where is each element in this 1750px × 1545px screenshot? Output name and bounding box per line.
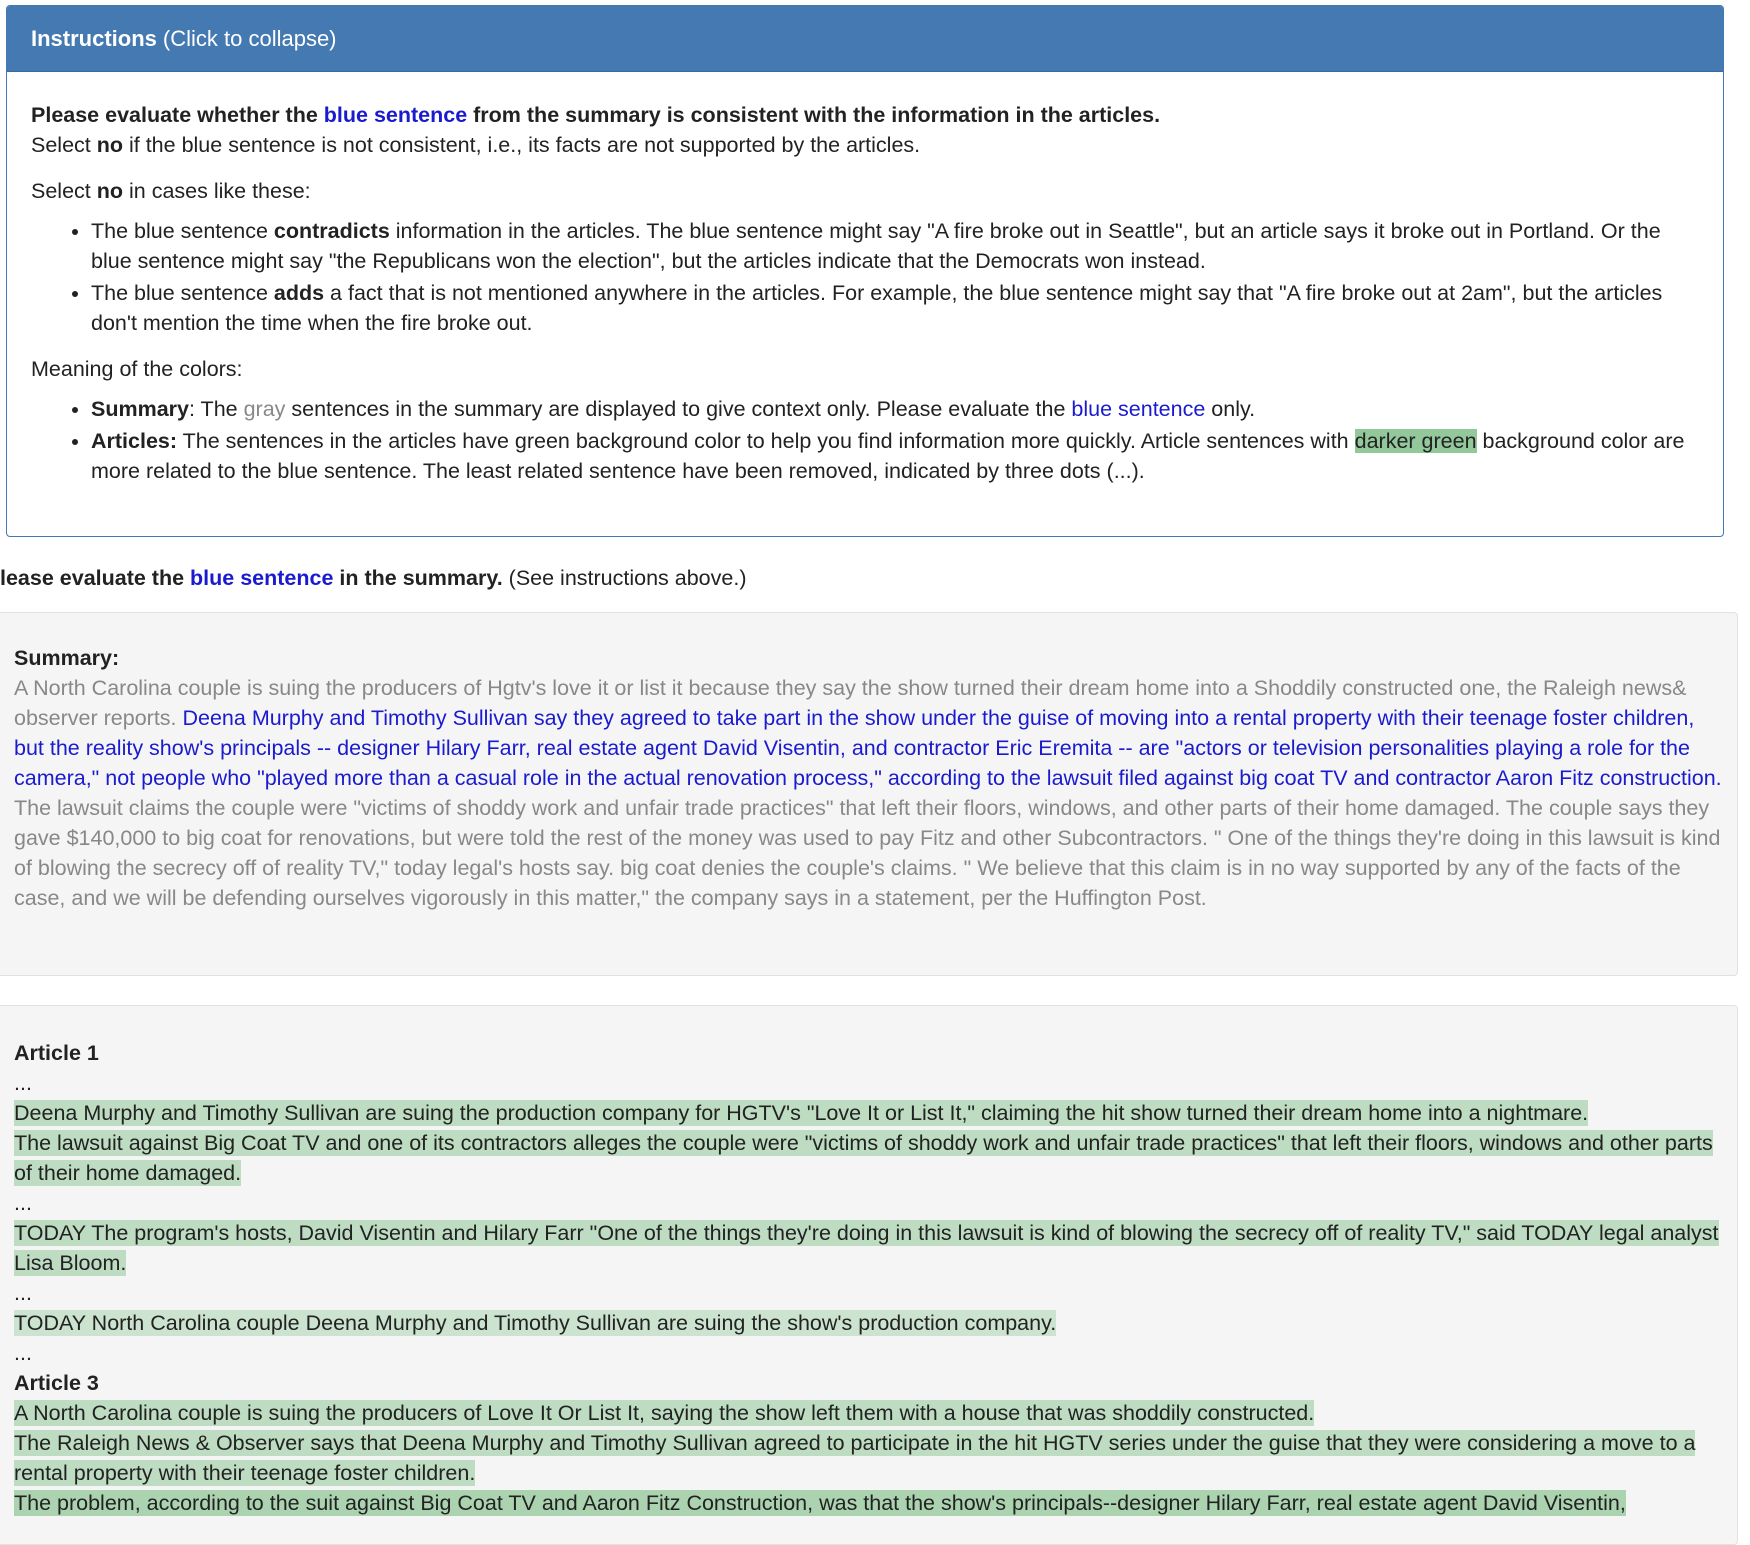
instruction-select-no — [31, 130, 1699, 160]
instruction-text: The blue sentence — [91, 281, 274, 305]
instruction-text: in cases like these: — [123, 179, 311, 203]
article-sentence: TODAY North Carolina couple Deena Murphy and Timothy Sullivan are suing the show's production company. — [14, 1311, 1057, 1335]
article-sentence: The problem, according to the suit against Big Coat TV and Aaron Fitz Construction, was that the show's principals--designer Hilary Farr, real estate agent David Visentin, — [14, 1491, 1626, 1515]
summary-box — [0, 612, 1738, 976]
colors-heading: Meaning of the colors: — [31, 357, 243, 381]
case-adds — [91, 278, 1699, 338]
article-sentence-line — [14, 1488, 1725, 1518]
instructions-body — [7, 72, 1723, 486]
instruction-text: if the blue sentence is not consistent, i.e., its facts are not supported by the articles. — [123, 133, 921, 157]
adds-term: adds — [273, 281, 325, 305]
instruction-text: from the summary is consistent with the information in the articles. — [467, 103, 1161, 127]
blue-sentence-term: blue sentence — [323, 103, 468, 127]
article-sentence: Deena Murphy and Timothy Sullivan are suing the production company for HGTV's "Love It or List It," claiming the hit show turned their dream home into a nightmare. — [14, 1101, 1589, 1125]
prompt-text: in the summary. — [333, 566, 503, 590]
instruction-text: only. — [1205, 397, 1256, 421]
articles-box — [0, 1005, 1738, 1545]
instruction-text: background color are more related to the blue sentence. The least related sentence have been removed, indicated by three dots (...). — [91, 429, 1685, 483]
instruction-text: sentences in the summary are displayed to give context only. Please evaluate the — [285, 397, 1072, 421]
summary-term: Summary — [91, 397, 189, 421]
omitted-dots: ... — [14, 1281, 32, 1305]
colors-list — [31, 394, 1699, 486]
instruction-text: information in the articles. The blue sentence might say "A fire broke out in Seattle", but an article says it broke out in Portland. Or the blue sentence might say "the Republicans won the election", but the articles indicate that the Democrats won instead. — [91, 219, 1661, 273]
blue-sentence-term: blue sentence — [190, 566, 334, 590]
article-sentence: The lawsuit against Big Coat TV and one of its contractors alleges the couple were "victims of shoddy work and unfair trade practices" that left their floors, windows and other parts of their home damaged. — [14, 1131, 1713, 1185]
darker-green-term: darker green — [1354, 429, 1477, 453]
instruction-cases — [31, 176, 1699, 206]
article-sentence-line — [14, 1398, 1725, 1428]
prompt-text: lease evaluate the — [0, 566, 191, 590]
collapse-hint: (Click to collapse) — [162, 25, 337, 51]
article-sentence: TODAY The program's hosts, David Visentin and Hilary Farr "One of the things they're doing in this lawsuit is kind of blowing the secrecy off of reality TV," said TODAY legal analyst Lisa Bloom. — [14, 1221, 1719, 1275]
instruction-text: The sentences in the articles have green background color to help you find information more quickly. Article sentences with — [177, 429, 1355, 453]
instruction-text: The blue sentence — [91, 219, 274, 243]
instruction-text: Select — [31, 133, 97, 157]
summary-context-sentence: A North Carolina couple is suing the producers of Hgtv's love it or list it because they say the show turned their dream home into a Shoddily constructed one, the Raleigh news& observer reports. — [14, 676, 1687, 730]
article-sentence-line — [14, 1308, 1725, 1338]
article-sentence: The Raleigh News & Observer says that Deena Murphy and Timothy Sullivan agreed to participate in the hit HGTV series under the guise that they were considering a move to a rental property with their teenage foster children. — [14, 1431, 1696, 1485]
instruction-text: Select — [31, 179, 97, 203]
color-summary — [91, 394, 1699, 424]
summary-blue-sentence: Deena Murphy and Timothy Sullivan say they agreed to take part in the show under the guise of moving into a rental property with their teenage foster children, but the reality show's principals -- designer Hilary Farr, real estate agent David Visentin, and contractor Eric Eremita -- are "actors or television personalities playing a role for the camera," not people who "played more than a casual role in the actual renovation process," according to the lawsuit filed against big coat TV and contractor Aaron Fitz construction. — [14, 706, 1722, 790]
omitted-dots: ... — [14, 1341, 32, 1365]
instruction-main — [31, 100, 1699, 130]
article-title: Article 1 — [14, 1041, 99, 1065]
articles-term: Articles: — [91, 429, 178, 453]
omitted-dots: ... — [14, 1191, 32, 1215]
instruction-text: a fact that is not mentioned anywhere in the articles. For example, the blue sentence might say that "A fire broke out at 2am", but the articles don't mention the time when the fire broke out. — [91, 281, 1663, 335]
article-sentence-line — [14, 1098, 1725, 1128]
instructions-title: Instructions — [31, 25, 157, 51]
article-title: Article 3 — [14, 1371, 99, 1395]
article-sentence: A North Carolina couple is suing the producers of Love It Or List It, saying the show left them with a house that was shoddily constructed. — [14, 1401, 1315, 1425]
article-sentence-line — [14, 1428, 1725, 1488]
no-term: no — [96, 133, 124, 157]
evaluation-prompt — [0, 566, 746, 591]
no-term: no — [96, 179, 124, 203]
article-sentence-line — [14, 1128, 1725, 1188]
gray-term: gray — [243, 397, 286, 421]
contradicts-term: contradicts — [273, 219, 390, 243]
color-articles — [91, 426, 1699, 486]
instructions-panel — [6, 5, 1724, 537]
cases-list — [31, 216, 1699, 338]
instruction-text: Please evaluate whether the — [31, 103, 324, 127]
instruction-text: : The — [189, 397, 244, 421]
blue-sentence-term: blue sentence — [1071, 397, 1206, 421]
summary-label: Summary: — [14, 646, 120, 670]
prompt-hint: (See instructions above.) — [502, 566, 747, 590]
omitted-dots: ... — [14, 1071, 32, 1095]
case-contradicts — [91, 216, 1699, 276]
instructions-header[interactable] — [7, 6, 1723, 72]
article-sentence-line — [14, 1218, 1725, 1278]
summary-context-sentence: The lawsuit claims the couple were "victims of shoddy work and unfair trade practices" that left their floors, windows, and other parts of their home damaged. The couple says they gave $140,000 to big coat for renovations, but were told the rest of the money was used to pay Fitz and other Subcontractors. " One of the things they're doing in this lawsuit is kind of blowing the secrecy off of reality TV," today legal's hosts say. big coat denies the couple's claims. " We believe that this claim is in no way supported by any of the facts of the case, and we will be defending ourselves vigorously in this matter," the company says in a statement, per the Huffington Post. — [14, 796, 1721, 910]
